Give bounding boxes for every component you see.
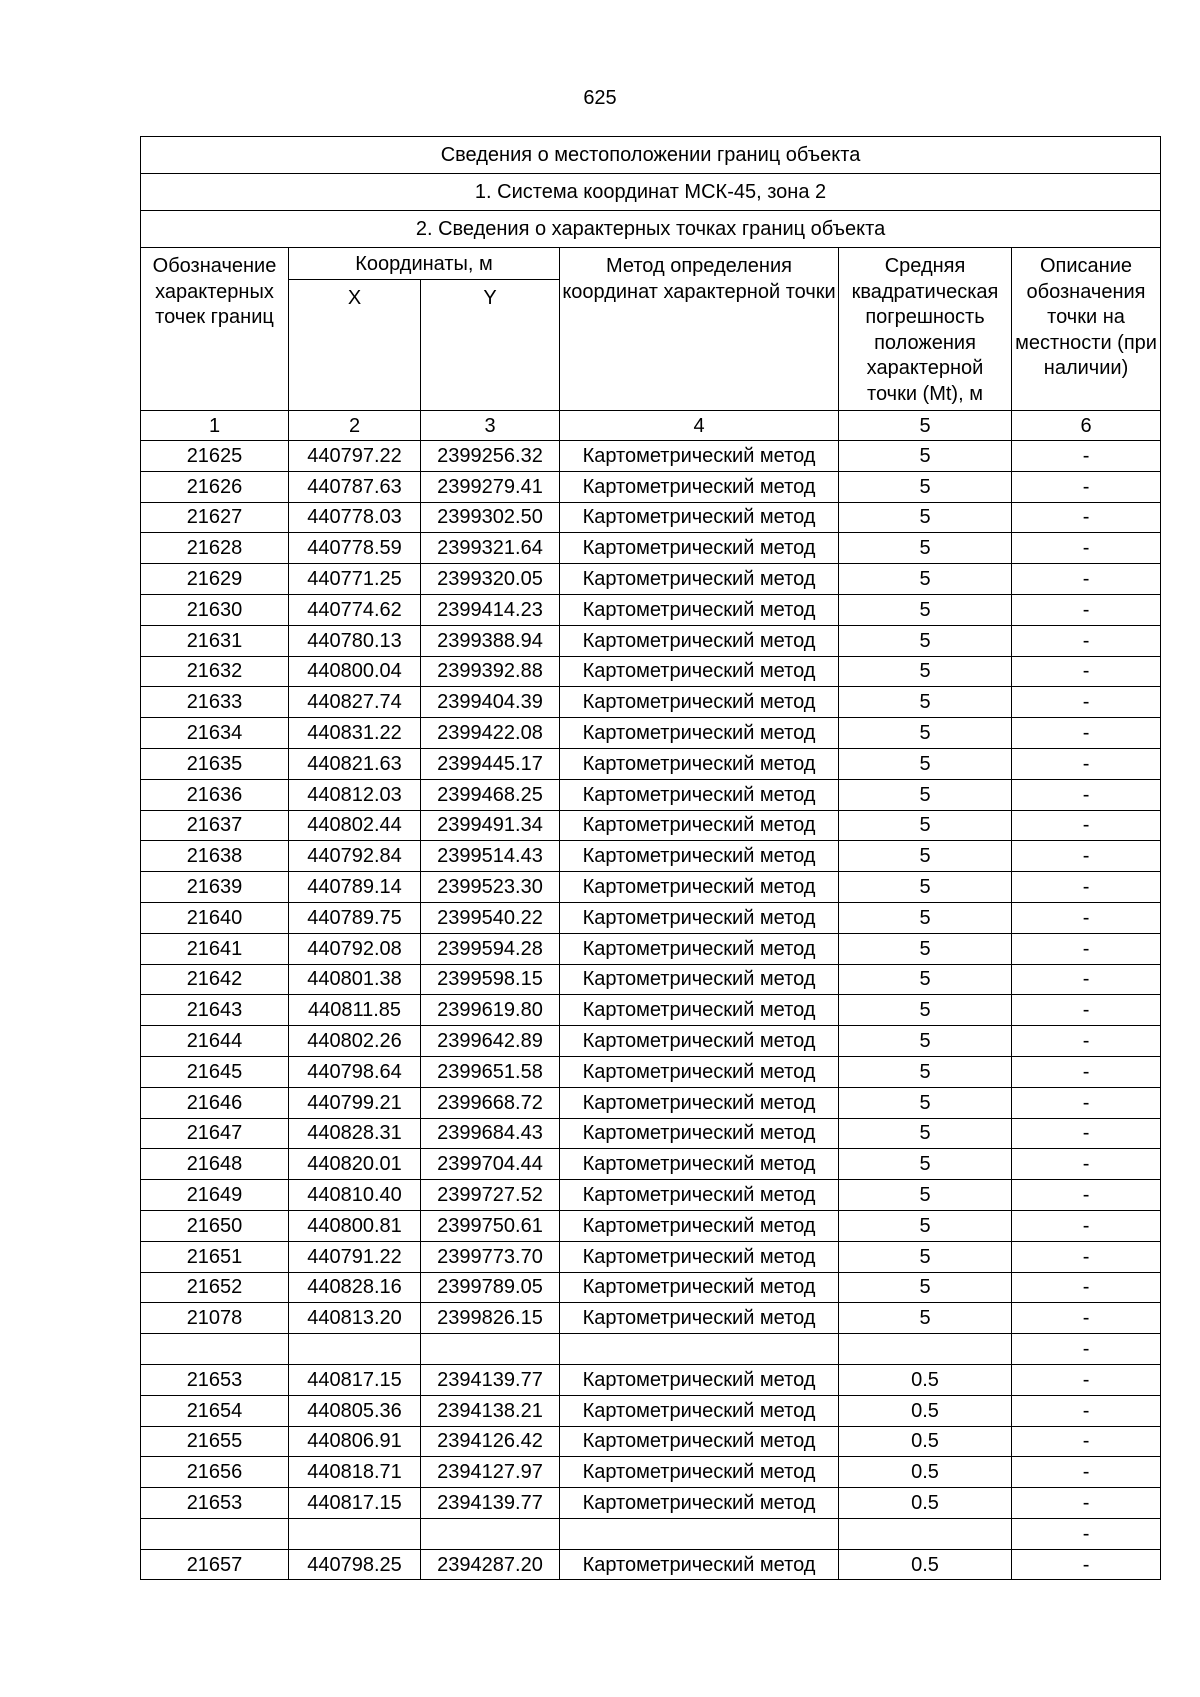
method-cell: Картометрический метод — [560, 748, 839, 779]
point-id-cell: 21631 — [141, 625, 289, 656]
header-y: Y — [421, 280, 560, 411]
table-row — [141, 1272, 1161, 1303]
x-coordinate-cell: 440820.01 — [289, 1149, 421, 1180]
header-description: Описание обозначения точки на местности (при наличии) — [1012, 248, 1161, 411]
y-coordinate-cell: 2399773.70 — [421, 1241, 560, 1272]
y-coordinate-cell: 2399388.94 — [421, 625, 560, 656]
y-coordinate-cell: 2399540.22 — [421, 902, 560, 933]
table-row — [141, 810, 1161, 841]
method-cell: Картометрический метод — [560, 441, 839, 472]
description-cell: - — [1012, 872, 1161, 903]
column-number: 6 — [1012, 411, 1161, 441]
table-row — [141, 1364, 1161, 1395]
method-cell: Картометрический метод — [560, 841, 839, 872]
x-coordinate-cell: 440813.20 — [289, 1303, 421, 1334]
table-row — [141, 902, 1161, 933]
error-cell: 5 — [839, 1272, 1012, 1303]
x-coordinate-cell: 440801.38 — [289, 964, 421, 995]
y-coordinate-cell: 2399491.34 — [421, 810, 560, 841]
x-coordinate-cell — [289, 1518, 421, 1549]
point-id-cell: 21639 — [141, 872, 289, 903]
table-row — [141, 625, 1161, 656]
column-number: 3 — [421, 411, 560, 441]
table-title: Сведения о местоположении границ объекта — [141, 137, 1161, 174]
point-id-cell: 21629 — [141, 564, 289, 595]
method-cell: Картометрический метод — [560, 502, 839, 533]
y-coordinate-cell: 2399727.52 — [421, 1180, 560, 1211]
table-row — [141, 502, 1161, 533]
x-coordinate-cell: 440800.04 — [289, 656, 421, 687]
x-coordinate-cell: 440828.31 — [289, 1118, 421, 1149]
error-cell: 5 — [839, 748, 1012, 779]
table-row — [141, 1303, 1161, 1334]
point-id-cell: 21644 — [141, 1026, 289, 1057]
x-coordinate-cell: 440789.75 — [289, 902, 421, 933]
description-cell: - — [1012, 1210, 1161, 1241]
point-id-cell: 21650 — [141, 1210, 289, 1241]
method-cell: Картометрический метод — [560, 1426, 839, 1457]
x-coordinate-cell: 440787.63 — [289, 471, 421, 502]
method-cell: Картометрический метод — [560, 779, 839, 810]
error-cell: 5 — [839, 902, 1012, 933]
method-cell: Картометрический метод — [560, 810, 839, 841]
y-coordinate-cell: 2399523.30 — [421, 872, 560, 903]
column-number: 4 — [560, 411, 839, 441]
method-cell: Картометрический метод — [560, 1180, 839, 1211]
description-cell: - — [1012, 656, 1161, 687]
description-cell: - — [1012, 1087, 1161, 1118]
description-cell: - — [1012, 1426, 1161, 1457]
table-row — [141, 1149, 1161, 1180]
x-coordinate-cell: 440802.44 — [289, 810, 421, 841]
x-coordinate-cell: 440805.36 — [289, 1395, 421, 1426]
x-coordinate-cell: 440810.40 — [289, 1180, 421, 1211]
x-coordinate-cell: 440774.62 — [289, 594, 421, 625]
y-coordinate-cell: 2394138.21 — [421, 1395, 560, 1426]
x-coordinate-cell: 440800.81 — [289, 1210, 421, 1241]
error-cell: 0.5 — [839, 1488, 1012, 1519]
x-coordinate-cell: 440791.22 — [289, 1241, 421, 1272]
header-method: Метод определения координат характерной точки — [560, 248, 839, 411]
method-cell — [560, 1334, 839, 1365]
point-id-cell: 21078 — [141, 1303, 289, 1334]
error-cell: 0.5 — [839, 1426, 1012, 1457]
description-cell: - — [1012, 1180, 1161, 1211]
method-cell: Картометрический метод — [560, 1210, 839, 1241]
point-id-cell: 21633 — [141, 687, 289, 718]
y-coordinate-cell: 2399594.28 — [421, 933, 560, 964]
table-row — [141, 1087, 1161, 1118]
table-row — [141, 1241, 1161, 1272]
table-row — [141, 1334, 1161, 1365]
description-cell: - — [1012, 995, 1161, 1026]
method-cell: Картометрический метод — [560, 995, 839, 1026]
header-coordinates: Координаты, м — [289, 248, 560, 280]
description-cell: - — [1012, 471, 1161, 502]
error-cell: 5 — [839, 1303, 1012, 1334]
description-cell: - — [1012, 625, 1161, 656]
x-coordinate-cell: 440771.25 — [289, 564, 421, 595]
error-cell: 5 — [839, 441, 1012, 472]
table-row — [141, 1518, 1161, 1549]
description-cell: - — [1012, 564, 1161, 595]
method-cell — [560, 1518, 839, 1549]
coordinate-system-title: 1. Система координат МСК-45, зона 2 — [141, 174, 1161, 211]
point-id-cell: 21649 — [141, 1180, 289, 1211]
y-coordinate-cell: 2399619.80 — [421, 995, 560, 1026]
y-coordinate-cell — [421, 1518, 560, 1549]
description-cell: - — [1012, 718, 1161, 749]
table-row — [141, 1395, 1161, 1426]
table-row — [141, 656, 1161, 687]
y-coordinate-cell: 2394127.97 — [421, 1457, 560, 1488]
point-id-cell: 21638 — [141, 841, 289, 872]
method-cell: Картометрический метод — [560, 933, 839, 964]
y-coordinate-cell: 2399256.32 — [421, 441, 560, 472]
points-section-title: 2. Сведения о характерных точках границ объекта — [141, 211, 1161, 248]
table-row — [141, 841, 1161, 872]
table-row — [141, 995, 1161, 1026]
header-x: X — [289, 280, 421, 411]
x-coordinate-cell: 440778.03 — [289, 502, 421, 533]
error-cell: 5 — [839, 1056, 1012, 1087]
point-id-cell: 21655 — [141, 1426, 289, 1457]
description-cell: - — [1012, 1457, 1161, 1488]
point-id-cell: 21654 — [141, 1395, 289, 1426]
table-row — [141, 564, 1161, 595]
table-row — [141, 594, 1161, 625]
x-coordinate-cell: 440817.15 — [289, 1488, 421, 1519]
method-cell: Картометрический метод — [560, 471, 839, 502]
point-id-cell — [141, 1334, 289, 1365]
x-coordinate-cell: 440821.63 — [289, 748, 421, 779]
method-cell: Картометрический метод — [560, 872, 839, 903]
point-id-cell: 21636 — [141, 779, 289, 810]
error-cell: 5 — [839, 1210, 1012, 1241]
description-cell: - — [1012, 533, 1161, 564]
y-coordinate-cell: 2399302.50 — [421, 502, 560, 533]
method-cell: Картометрический метод — [560, 625, 839, 656]
description-cell: - — [1012, 902, 1161, 933]
error-cell: 5 — [839, 841, 1012, 872]
y-coordinate-cell: 2399684.43 — [421, 1118, 560, 1149]
x-coordinate-cell: 440806.91 — [289, 1426, 421, 1457]
error-cell: 5 — [839, 687, 1012, 718]
description-cell: - — [1012, 594, 1161, 625]
y-coordinate-cell: 2399704.44 — [421, 1149, 560, 1180]
point-id-cell: 21630 — [141, 594, 289, 625]
error-cell: 5 — [839, 471, 1012, 502]
method-cell: Картометрический метод — [560, 1056, 839, 1087]
y-coordinate-cell: 2399789.05 — [421, 1272, 560, 1303]
x-coordinate-cell: 440799.21 — [289, 1087, 421, 1118]
point-id-cell: 21640 — [141, 902, 289, 933]
point-id-cell: 21634 — [141, 718, 289, 749]
description-cell: - — [1012, 687, 1161, 718]
method-cell: Картометрический метод — [560, 687, 839, 718]
description-cell: - — [1012, 748, 1161, 779]
method-cell: Картометрический метод — [560, 1395, 839, 1426]
y-coordinate-cell: 2399514.43 — [421, 841, 560, 872]
method-cell: Картометрический метод — [560, 1118, 839, 1149]
y-coordinate-cell: 2399598.15 — [421, 964, 560, 995]
error-cell: 5 — [839, 810, 1012, 841]
column-number: 5 — [839, 411, 1012, 441]
header-error: Средняя квадратическая погрешность положения характерной точки (Mt), м — [839, 248, 1012, 411]
y-coordinate-cell: 2399414.23 — [421, 594, 560, 625]
description-cell: - — [1012, 1549, 1161, 1580]
point-id-cell — [141, 1518, 289, 1549]
description-cell: - — [1012, 810, 1161, 841]
description-cell: - — [1012, 964, 1161, 995]
y-coordinate-cell: 2394139.77 — [421, 1364, 560, 1395]
table-row — [141, 687, 1161, 718]
y-coordinate-cell: 2394139.77 — [421, 1488, 560, 1519]
error-cell: 5 — [839, 995, 1012, 1026]
point-id-cell: 21625 — [141, 441, 289, 472]
point-id-cell: 21645 — [141, 1056, 289, 1087]
error-cell: 5 — [839, 1087, 1012, 1118]
error-cell: 5 — [839, 1026, 1012, 1057]
x-coordinate-cell: 440817.15 — [289, 1364, 421, 1395]
point-id-cell: 21646 — [141, 1087, 289, 1118]
error-cell: 5 — [839, 533, 1012, 564]
table-row — [141, 1457, 1161, 1488]
error-cell: 5 — [839, 502, 1012, 533]
y-coordinate-cell — [421, 1334, 560, 1365]
table-row — [141, 441, 1161, 472]
x-coordinate-cell: 440802.26 — [289, 1026, 421, 1057]
y-coordinate-cell: 2399392.88 — [421, 656, 560, 687]
point-id-cell: 21626 — [141, 471, 289, 502]
point-id-cell: 21653 — [141, 1364, 289, 1395]
description-cell: - — [1012, 1118, 1161, 1149]
table-row — [141, 1056, 1161, 1087]
x-coordinate-cell: 440789.14 — [289, 872, 421, 903]
x-coordinate-cell: 440797.22 — [289, 441, 421, 472]
table-row — [141, 1180, 1161, 1211]
error-cell: 5 — [839, 594, 1012, 625]
method-cell: Картометрический метод — [560, 1549, 839, 1580]
y-coordinate-cell: 2399468.25 — [421, 779, 560, 810]
error-cell: 5 — [839, 1149, 1012, 1180]
x-coordinate-cell: 440831.22 — [289, 718, 421, 749]
header-designation: Обозначение характерных точек границ — [141, 248, 289, 411]
y-coordinate-cell: 2399826.15 — [421, 1303, 560, 1334]
x-coordinate-cell: 440827.74 — [289, 687, 421, 718]
table-row — [141, 718, 1161, 749]
y-coordinate-cell: 2399279.41 — [421, 471, 560, 502]
error-cell: 0.5 — [839, 1549, 1012, 1580]
point-id-cell: 21653 — [141, 1488, 289, 1519]
y-coordinate-cell: 2399320.05 — [421, 564, 560, 595]
y-coordinate-cell: 2399642.89 — [421, 1026, 560, 1057]
table-row — [141, 748, 1161, 779]
error-cell: 0.5 — [839, 1395, 1012, 1426]
x-coordinate-cell: 440798.64 — [289, 1056, 421, 1087]
error-cell: 0.5 — [839, 1457, 1012, 1488]
description-cell: - — [1012, 1334, 1161, 1365]
method-cell: Картометрический метод — [560, 1303, 839, 1334]
point-id-cell: 21656 — [141, 1457, 289, 1488]
description-cell: - — [1012, 1241, 1161, 1272]
table-row — [141, 964, 1161, 995]
method-cell: Картометрический метод — [560, 1026, 839, 1057]
description-cell: - — [1012, 1395, 1161, 1426]
table-row — [141, 1426, 1161, 1457]
description-cell: - — [1012, 502, 1161, 533]
table-row — [141, 1026, 1161, 1057]
y-coordinate-cell: 2399422.08 — [421, 718, 560, 749]
y-coordinate-cell: 2399668.72 — [421, 1087, 560, 1118]
x-coordinate-cell: 440798.25 — [289, 1549, 421, 1580]
point-id-cell: 21637 — [141, 810, 289, 841]
method-cell: Картометрический метод — [560, 964, 839, 995]
description-cell: - — [1012, 1056, 1161, 1087]
error-cell: 5 — [839, 625, 1012, 656]
point-id-cell: 21641 — [141, 933, 289, 964]
column-numbers-row — [141, 411, 1161, 441]
method-cell: Картометрический метод — [560, 1457, 839, 1488]
x-coordinate-cell: 440792.08 — [289, 933, 421, 964]
point-id-cell: 21651 — [141, 1241, 289, 1272]
x-coordinate-cell: 440792.84 — [289, 841, 421, 872]
error-cell: 5 — [839, 933, 1012, 964]
x-coordinate-cell: 440811.85 — [289, 995, 421, 1026]
point-id-cell: 21632 — [141, 656, 289, 687]
point-id-cell: 21647 — [141, 1118, 289, 1149]
point-id-cell: 21635 — [141, 748, 289, 779]
x-coordinate-cell: 440778.59 — [289, 533, 421, 564]
error-cell: 5 — [839, 779, 1012, 810]
method-cell: Картометрический метод — [560, 533, 839, 564]
y-coordinate-cell: 2399445.17 — [421, 748, 560, 779]
method-cell: Картометрический метод — [560, 1241, 839, 1272]
method-cell: Картометрический метод — [560, 564, 839, 595]
boundary-points-table — [140, 136, 1161, 1580]
error-cell: 5 — [839, 564, 1012, 595]
point-id-cell: 21643 — [141, 995, 289, 1026]
table-row — [141, 1118, 1161, 1149]
description-cell: - — [1012, 441, 1161, 472]
x-coordinate-cell: 440812.03 — [289, 779, 421, 810]
error-cell: 5 — [839, 964, 1012, 995]
x-coordinate-cell: 440818.71 — [289, 1457, 421, 1488]
description-cell: - — [1012, 1149, 1161, 1180]
point-id-cell: 21648 — [141, 1149, 289, 1180]
error-cell: 5 — [839, 1180, 1012, 1211]
table-row — [141, 1210, 1161, 1241]
y-coordinate-cell: 2399404.39 — [421, 687, 560, 718]
error-cell: 5 — [839, 1241, 1012, 1272]
table-row — [141, 1549, 1161, 1580]
table-row — [141, 779, 1161, 810]
description-cell: - — [1012, 1488, 1161, 1519]
description-cell: - — [1012, 1272, 1161, 1303]
method-cell: Картометрический метод — [560, 1272, 839, 1303]
point-id-cell: 21642 — [141, 964, 289, 995]
point-id-cell: 21627 — [141, 502, 289, 533]
y-coordinate-cell: 2399651.58 — [421, 1056, 560, 1087]
y-coordinate-cell: 2399750.61 — [421, 1210, 560, 1241]
y-coordinate-cell: 2399321.64 — [421, 533, 560, 564]
error-cell — [839, 1518, 1012, 1549]
error-cell: 5 — [839, 872, 1012, 903]
x-coordinate-cell — [289, 1334, 421, 1365]
error-cell: 5 — [839, 718, 1012, 749]
table-row — [141, 933, 1161, 964]
table-row — [141, 1488, 1161, 1519]
error-cell: 0.5 — [839, 1364, 1012, 1395]
y-coordinate-cell: 2394287.20 — [421, 1549, 560, 1580]
method-cell: Картометрический метод — [560, 718, 839, 749]
method-cell: Картометрический метод — [560, 1488, 839, 1519]
error-cell — [839, 1334, 1012, 1365]
description-cell: - — [1012, 779, 1161, 810]
method-cell: Картометрический метод — [560, 902, 839, 933]
method-cell: Картометрический метод — [560, 594, 839, 625]
table-body — [141, 441, 1161, 1580]
point-id-cell: 21652 — [141, 1272, 289, 1303]
description-cell: - — [1012, 1364, 1161, 1395]
method-cell: Картометрический метод — [560, 1364, 839, 1395]
y-coordinate-cell: 2394126.42 — [421, 1426, 560, 1457]
table-row — [141, 872, 1161, 903]
point-id-cell: 21628 — [141, 533, 289, 564]
x-coordinate-cell: 440828.16 — [289, 1272, 421, 1303]
x-coordinate-cell: 440780.13 — [289, 625, 421, 656]
description-cell: - — [1012, 933, 1161, 964]
description-cell: - — [1012, 841, 1161, 872]
table-row — [141, 533, 1161, 564]
table-row — [141, 471, 1161, 502]
point-id-cell: 21657 — [141, 1549, 289, 1580]
description-cell: - — [1012, 1026, 1161, 1057]
description-cell: - — [1012, 1303, 1161, 1334]
method-cell: Картометрический метод — [560, 656, 839, 687]
description-cell: - — [1012, 1518, 1161, 1549]
method-cell: Картометрический метод — [560, 1149, 839, 1180]
column-number: 2 — [289, 411, 421, 441]
column-number: 1 — [141, 411, 289, 441]
error-cell: 5 — [839, 656, 1012, 687]
method-cell: Картометрический метод — [560, 1087, 839, 1118]
page-number: 625 — [583, 87, 617, 109]
error-cell: 5 — [839, 1118, 1012, 1149]
